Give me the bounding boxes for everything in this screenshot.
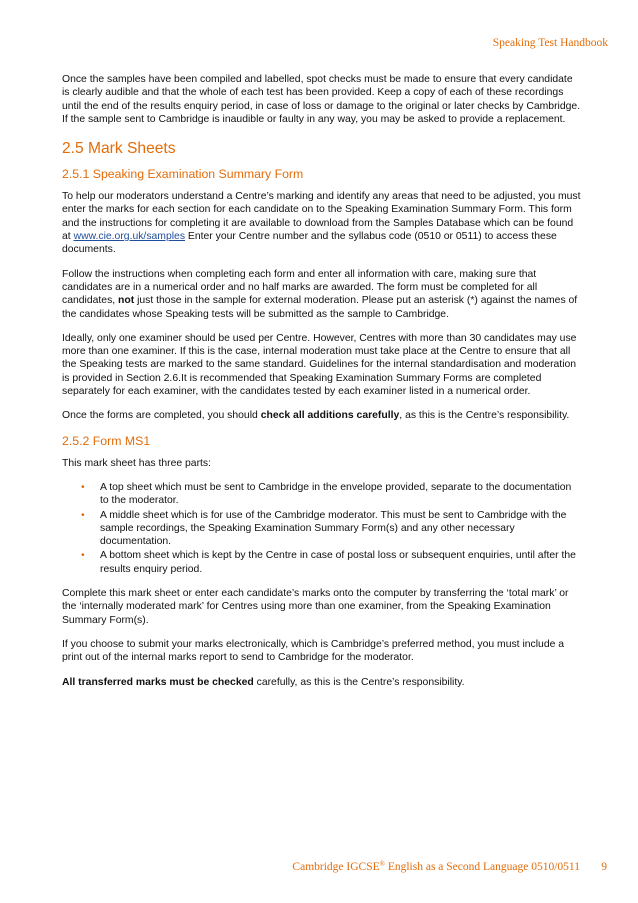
page-footer (0, 861, 638, 877)
text-span: just those in the sample for external moderation. Please put an asterisk (*) against the names of the candidates whose Speaking tests will be submitted as the sample to Cambridge. (62, 295, 578, 320)
registered-mark: ® (379, 860, 385, 868)
bullet-dot-icon: • (81, 509, 85, 521)
text-span: To help our moderators understand a Centre’s marking and identify any areas that need to be adjusted, you must enter the marks for each section for each candidate on to the Speaking Examination Summary Form. This form and the instructions for completing it are available to download from the Samples Database which can be found at (62, 191, 581, 243)
emphasis-not: not (118, 295, 135, 307)
footer-title-part: English as a Second Language 0510/0511 (384, 861, 580, 873)
bullet-dot-icon: • (81, 481, 85, 493)
list-item (62, 509, 582, 549)
summary-form-paragraph-3: Ideally, only one examiner should be used per Centre. However, Centres with more than 30 candidates may use more than one examiner. If this is the case, internal moderation must take place at the Centre to ensure that all the Speaking tests are marked to the same standard. Guidelines for the internal standardisation and moderation is provided in Section 2.6.It is recommended that Speaking Examination Summary Forms are completed separately for each examiner, with the candidates tested by each examiner listed in a numerical order. (62, 332, 577, 398)
ms1-intro-paragraph: This mark sheet has three parts: (62, 457, 211, 469)
emphasis-check-additions: check all additions carefully (260, 410, 400, 422)
page-content (62, 73, 582, 700)
ms1-electronic-paragraph: If you choose to submit your marks electronically, which is Cambridge’s preferred method, you must include a print out of the internal marks report to send to Cambridge for the moderator. (62, 638, 565, 664)
footer-title (292, 861, 580, 873)
text-span: Once the forms are completed, you should (62, 410, 261, 422)
ms1-final-paragraph (62, 676, 582, 689)
text-span: , as this is the Centre’s responsibility. (399, 410, 570, 422)
running-header-title: Speaking Test Handbook (492, 37, 608, 49)
samples-database-link[interactable]: www.cie.org.uk/samples (73, 231, 186, 243)
ms1-complete-paragraph: Complete this mark sheet or enter each candidate’s marks onto the computer by transferring the ‘total mark’ or the ‘internally moderated mark’ for Centres using more than one examiner, from the Speaking Examination Summary Form(s). (62, 588, 569, 626)
summary-form-paragraph-1 (62, 190, 582, 256)
list-item-text: A middle sheet which is for use of the Cambridge moderator. This must be sent to Cambridge with the sample recordings, the Speaking Examination Summary Form(s) and any other necessary documentation. (100, 509, 567, 548)
summary-form-paragraph-2 (62, 268, 582, 321)
ms1-parts-list (62, 481, 582, 576)
emphasis-transferred-marks: All transferred marks must be checked (62, 676, 254, 688)
subsection-heading-form-ms1: 2.5.2 Form MS1 (62, 433, 151, 448)
list-item (62, 549, 582, 576)
subsection-heading-summary-form: 2.5.1 Speaking Examination Summary Form (62, 167, 304, 182)
page-number: 9 (601, 861, 607, 873)
text-span: Enter your Centre number and the syllabus code (0510 or 0511) to access these documents. (62, 231, 557, 256)
list-item-text: A top sheet which must be sent to Cambridge in the envelope provided, separate to the documentation to the moderator. (100, 481, 572, 507)
text-span: Follow the instructions when completing each form and enter all information with care, making sure that candidates are in a numerical order and no half marks are awarded. The form must be completed for all candidates, (62, 268, 538, 307)
bullet-dot-icon: • (81, 550, 85, 562)
footer-title-part: Cambridge IGCSE (292, 861, 380, 873)
intro-paragraph: Once the samples have been compiled and labelled, spot checks must be made to ensure that every candidate is clearly audible and that the whole of each test has been provided. Keep a copy of each of these recordings until the end of the results enquiry period, in case of loss or damage to the original or later checks by Cambridge. If the sample sent to Cambridge is inaudible or faulty in any way, you may be asked to provide a replacement. (62, 74, 581, 125)
text-span: carefully, as this is the Centre’s responsibility. (253, 676, 465, 688)
summary-form-paragraph-4 (62, 409, 582, 422)
section-heading: 2.5 Mark Sheets (62, 140, 176, 158)
list-item-text: A bottom sheet which is kept by the Centre in case of postal loss or subsequent enquiries, until after the results enquiry period. (100, 550, 576, 575)
list-item (62, 481, 582, 508)
